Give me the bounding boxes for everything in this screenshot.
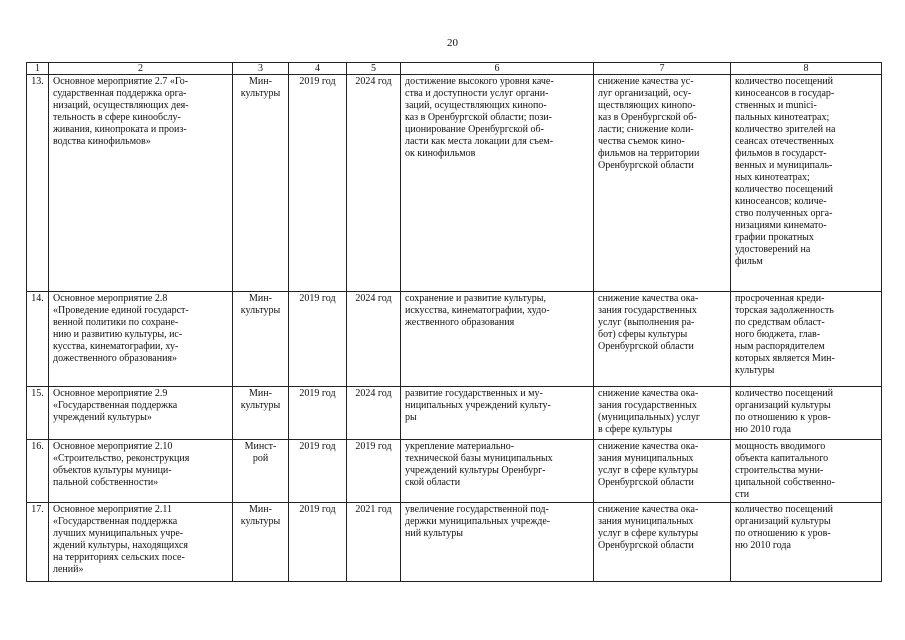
linked-indicator: количество посещений организаций культуры по отношению к уров- ню 2010 года <box>735 504 834 551</box>
linked-indicator: количество посещений организаций культуры по отношению к уров- ню 2010 года <box>735 388 834 435</box>
table-row <box>27 440 882 503</box>
end-year: 2021 год <box>347 503 401 582</box>
page-number: 20 <box>447 37 458 49</box>
column-header: 7 <box>594 63 731 75</box>
non-implementation-consequence: снижение качества ока- зания государственных (муниципальных) услуг в сфере культуры <box>598 388 700 435</box>
end-year: 2019 год <box>347 440 401 503</box>
end-year: 2024 год <box>347 75 401 292</box>
table-row <box>27 387 882 440</box>
row-number: 16. <box>27 440 49 503</box>
activity-name: Основное мероприятие 2.9 «Государственная поддержка учреждений культуры» <box>53 388 178 423</box>
activity-name: Основное мероприятие 2.8 «Проведение единой государст- венной политики по сохране- нию и развитию культуры, ис- кусства, кинематографии, ху- дожественного образования» <box>53 293 189 364</box>
expected-result: сохранение и развитие культуры, искусства, кинематографии, худо- жественного образования <box>405 293 550 328</box>
column-number-row <box>27 63 882 75</box>
column-header: 1 <box>27 63 49 75</box>
column-header: 6 <box>401 63 594 75</box>
start-year: 2019 год <box>289 387 347 440</box>
non-implementation-consequence: снижение качества ус- луг организаций, осу- ществляющих кинопо- каз в Оренбургской об- ласти; снижение коли- чества съемок кино- фильмов на территории Оренбургской области <box>598 76 700 171</box>
non-implementation-consequence: снижение качества ока- зания муниципальных услуг в сфере культуры Оренбургской области <box>598 504 699 551</box>
expected-result: развитие государственных и му- ниципальных учреждений культу- ры <box>405 388 551 423</box>
column-header: 8 <box>731 63 882 75</box>
row-number: 15. <box>27 387 49 440</box>
expected-result: достижение высокого уровня каче- ства и доступности услуг органи- заций, осуществляющих кинопо- каз в Оренбургской области; пози- ционирование Оренбургской об- ласти как места локации для съем- ок кинофильмов <box>405 76 554 159</box>
non-implementation-consequence: снижение качества ока- зания государственных услуг (выполнения ра- бот) сферы культуры Оренбургской области <box>598 293 699 352</box>
activity-name: Основное мероприятие 2.10 «Строительство, реконструкция объектов культуры муници- пальной собственности» <box>53 441 190 488</box>
start-year: 2019 год <box>289 292 347 387</box>
executor: Мин- культуры <box>240 76 281 99</box>
column-header: 5 <box>347 63 401 75</box>
table-row <box>27 503 882 582</box>
start-year: 2019 год <box>289 75 347 292</box>
end-year: 2024 год <box>347 292 401 387</box>
column-header: 2 <box>49 63 233 75</box>
row-number: 14. <box>27 292 49 387</box>
column-header: 4 <box>289 63 347 75</box>
start-year: 2019 год <box>289 440 347 503</box>
expected-result: укрепление материально- технической базы муниципальных учреждений культуры Оренбург- ской области <box>405 441 553 488</box>
executor: Мин- культуры <box>240 504 281 527</box>
table-row <box>27 292 882 387</box>
program-activities-table <box>26 62 882 582</box>
linked-indicator: мощность вводимого объекта капитального строительства муни- ципальной собственно- сти <box>735 441 835 500</box>
activity-name: Основное мероприятие 2.7 «Го- сударственная поддержка орга- низаций, осуществляющих дея- тельность в сфере кинообслу- живания, кинопроката и произ- водства кинофильмов» <box>53 76 189 147</box>
linked-indicator: количество посещений киносеансов в государ- ственных и munici- пальных кинотеатрах; количество зрителей на сеансах отечественных фильмов в государст- венных и муниципаль- ных кинотеатрах; количество посещений киносеансов; количе- ство полученных орга- низациями кинемато- графии прокатных удостоверений на фильм <box>735 76 836 267</box>
linked-indicator: просроченная креди- торская задолженность по средствам област- ного бюджета, глав- ным распорядителем которых является Мин- культуры <box>735 293 835 376</box>
executor: Мин- культуры <box>240 388 281 411</box>
executor: Минст- рой <box>244 441 277 464</box>
table-row <box>27 75 882 292</box>
start-year: 2019 год <box>289 503 347 582</box>
column-header: 3 <box>233 63 289 75</box>
non-implementation-consequence: снижение качества ока- зания муниципальных услуг в сфере культуры Оренбургской области <box>598 441 699 488</box>
executor: Мин- культуры <box>240 293 281 316</box>
row-number: 13. <box>27 75 49 292</box>
end-year: 2024 год <box>347 387 401 440</box>
expected-result: увеличение государственной под- держки муниципальных учрежде- ний культуры <box>405 504 551 539</box>
activity-name: Основное мероприятие 2.11 «Государственная поддержка лучших муниципальных учре- ждений культуры, находящихся на территориях сельских посе- лений» <box>53 504 189 575</box>
row-number: 17. <box>27 503 49 582</box>
